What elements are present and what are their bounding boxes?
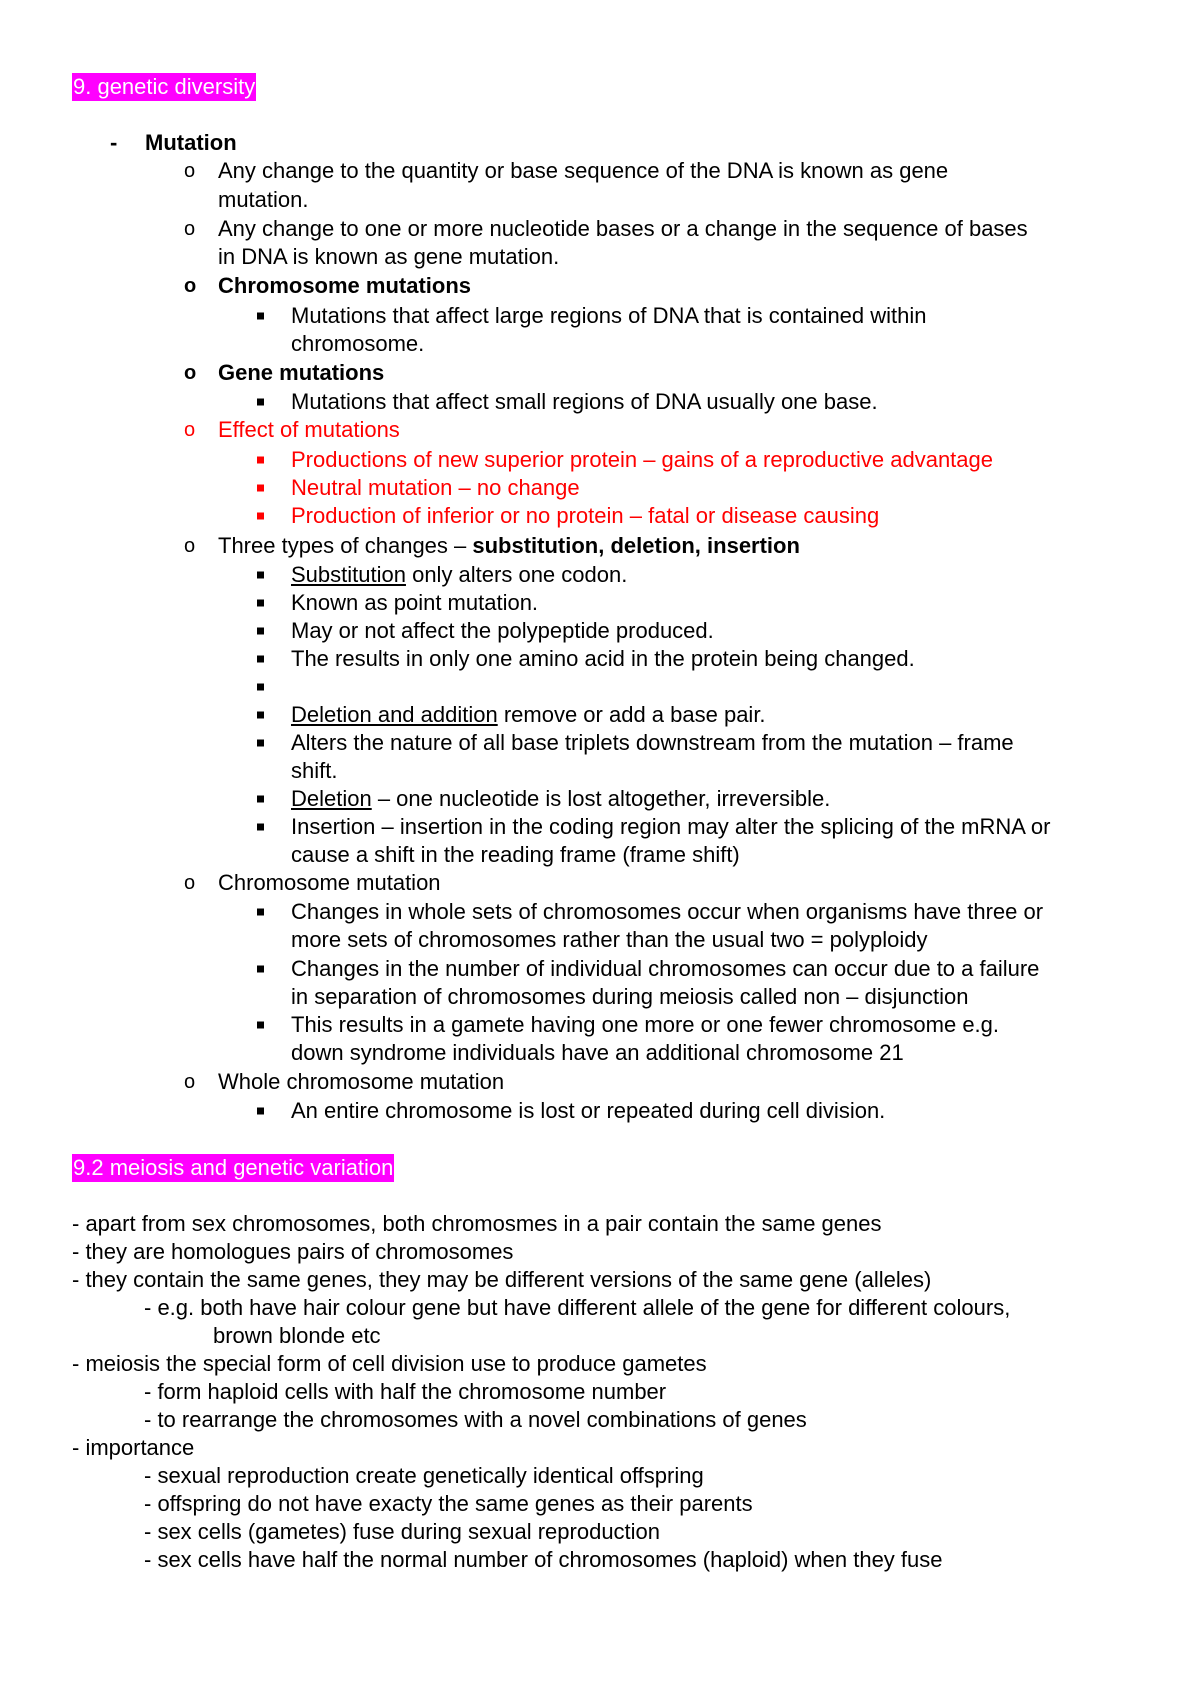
deletion-term: Deletion — [291, 786, 372, 811]
circle-bullet: o — [184, 1071, 196, 1093]
chromosome-mutation-title: Chromosome mutation — [218, 870, 441, 895]
insertion-line-1: Insertion – insertion in the coding region may alter the splicing of the mRNA or — [291, 814, 1051, 839]
circle-bullet: o — [184, 362, 197, 384]
circle-bullet: o — [184, 419, 196, 441]
square-bullet-icon — [257, 1108, 264, 1115]
definition-1-line-1: Any change to the quantity or base sequence of the DNA is known as gene — [218, 158, 949, 183]
meiosis-line-4: - e.g. both have hair colour gene but have different allele of the gene for different colours, — [144, 1295, 1011, 1320]
deletion-addition-term: Deletion and addition — [291, 702, 498, 727]
one-amino-acid-line: The results in only one amino acid in the protein being changed. — [291, 646, 915, 671]
square-bullet-icon — [257, 656, 264, 663]
deletion-rest: – one nucleotide is lost altogether, irreversible. — [371, 786, 831, 811]
meiosis-line-5: brown blonde etc — [213, 1323, 381, 1348]
frame-shift-line-1: Alters the nature of all base triplets downstream from the mutation – frame — [291, 730, 1014, 755]
polyploidy-line-2: more sets of chromosomes rather than the usual two = polyploidy — [291, 927, 928, 952]
whole-chromosome-title: Whole chromosome mutation — [218, 1069, 505, 1094]
definition-1-line-2: mutation. — [218, 187, 309, 212]
square-bullet-icon — [257, 572, 264, 579]
mutation-title: Mutation — [145, 130, 237, 155]
chromosome-mutations-line-1: Mutations that affect large regions of DNA that is contained within — [291, 303, 927, 328]
square-bullet-icon — [257, 399, 264, 406]
substitution-line — [291, 561, 627, 589]
section-heading-genetic-diversity: 9. genetic diversity — [73, 74, 256, 99]
three-types-line — [218, 532, 800, 560]
square-bullet-icon — [257, 684, 264, 691]
square-bullet-icon — [257, 1022, 264, 1029]
deletion-addition-rest: remove or add a base pair. — [497, 702, 766, 727]
square-bullet-icon — [257, 824, 264, 831]
meiosis-line-13: - sex cells have half the normal number of chromosomes (haploid) when they fuse — [144, 1547, 943, 1572]
square-bullet-icon — [257, 628, 264, 635]
definition-2-line-2: in DNA is known as gene mutation. — [218, 244, 560, 269]
effect-item-1: Productions of new superior protein – gains of a reproductive advantage — [291, 447, 993, 472]
insertion-line-2: cause a shift in the reading frame (frame shift) — [291, 842, 740, 867]
square-bullet-icon — [257, 600, 264, 607]
gamete-line-1: This results in a gamete having one more or one fewer chromosome e.g. — [291, 1012, 1000, 1037]
circle-bullet: o — [184, 160, 196, 182]
square-bullet-icon — [257, 457, 264, 464]
frame-shift-line-2: shift. — [291, 758, 338, 783]
square-bullet-icon — [257, 313, 264, 320]
effect-item-2: Neutral mutation – no change — [291, 475, 580, 500]
square-bullet-icon — [257, 485, 264, 492]
meiosis-line-12: - sex cells (gametes) fuse during sexual reproduction — [144, 1519, 661, 1544]
effect-of-mutations-title: Effect of mutations — [218, 417, 400, 442]
gene-mutations-title: Gene mutations — [218, 360, 385, 385]
deletion-addition-line — [291, 701, 766, 729]
square-bullet-icon — [257, 909, 264, 916]
meiosis-line-6: - meiosis the special form of cell division use to produce gametes — [72, 1351, 707, 1376]
meiosis-line-8: - to rearrange the chromosomes with a novel combinations of genes — [144, 1407, 807, 1432]
meiosis-line-2: - they are homologues pairs of chromosomes — [72, 1239, 514, 1264]
three-types-prefix: Three types of changes – — [218, 533, 473, 558]
three-types-bold: substitution, deletion, insertion — [472, 533, 800, 558]
gamete-line-2: down syndrome individuals have an additional chromosome 21 — [291, 1040, 904, 1065]
circle-bullet: o — [184, 535, 196, 557]
circle-bullet: o — [184, 275, 197, 297]
meiosis-line-11: - offspring do not have exacty the same genes as their parents — [144, 1491, 753, 1516]
polyploidy-line-1: Changes in whole sets of chromosomes occur when organisms have three or — [291, 899, 1044, 924]
square-bullet-icon — [257, 966, 264, 973]
circle-bullet: o — [184, 872, 196, 894]
chromosome-mutations-title: Chromosome mutations — [218, 273, 472, 298]
definition-2-line-1: Any change to one or more nucleotide bases or a change in the sequence of bases — [218, 216, 1028, 241]
nondisjunction-line-1: Changes in the number of individual chromosomes can occur due to a failure — [291, 956, 1040, 981]
square-bullet-icon — [257, 513, 264, 520]
deletion-line — [291, 785, 830, 813]
square-bullet-icon — [257, 740, 264, 747]
substitution-rest: only alters one codon. — [405, 562, 628, 587]
circle-bullet: o — [184, 218, 196, 240]
gene-mutations-line-1: Mutations that affect small regions of DNA usually one base. — [291, 389, 878, 414]
meiosis-line-10: - sexual reproduction create genetically identical offspring — [144, 1463, 704, 1488]
meiosis-line-1: - apart from sex chromosomes, both chromosmes in a pair contain the same genes — [72, 1211, 882, 1236]
effect-item-3: Production of inferior or no protein – fatal or disease causing — [291, 503, 880, 528]
nondisjunction-line-2: in separation of chromosomes during meiosis called non – disjunction — [291, 984, 969, 1009]
polypeptide-line: May or not affect the polypeptide produced. — [291, 618, 714, 643]
meiosis-line-9: - importance — [72, 1435, 195, 1460]
chromosome-mutations-line-2: chromosome. — [291, 331, 425, 356]
point-mutation-line: Known as point mutation. — [291, 590, 539, 615]
square-bullet-icon — [257, 712, 264, 719]
meiosis-line-7: - form haploid cells with half the chromosome number — [144, 1379, 667, 1404]
substitution-term: Substitution — [291, 562, 406, 587]
section-heading-meiosis: 9.2 meiosis and genetic variation — [73, 1155, 394, 1180]
meiosis-line-3: - they contain the same genes, they may be different versions of the same gene (alleles) — [72, 1267, 932, 1292]
dash-bullet: - — [110, 130, 118, 155]
whole-chromosome-line-1: An entire chromosome is lost or repeated during cell division. — [291, 1098, 886, 1123]
square-bullet-icon — [257, 796, 264, 803]
